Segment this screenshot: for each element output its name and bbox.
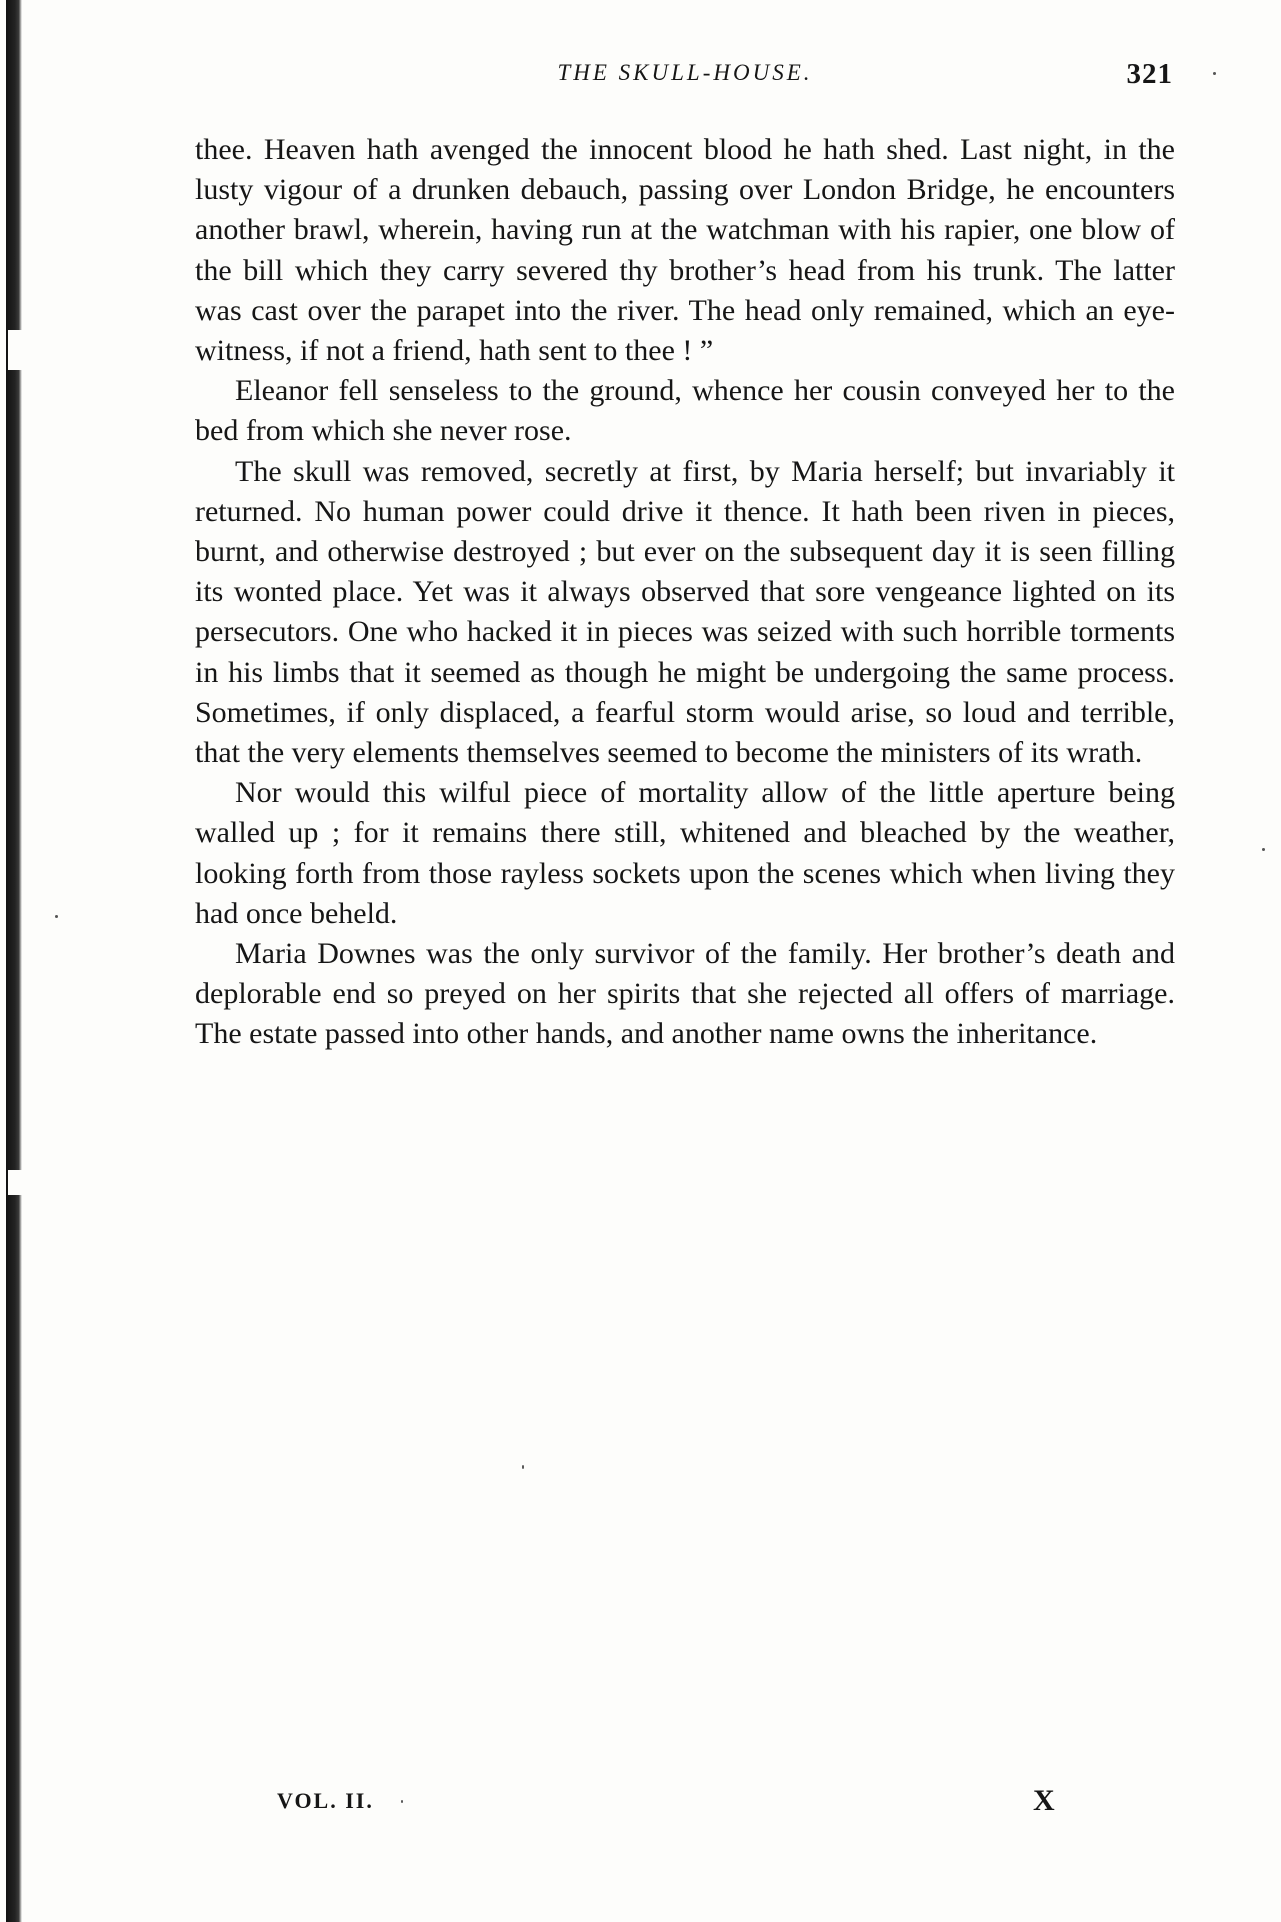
binding-gap [8,330,22,370]
scan-speck [1213,72,1216,75]
signature-volume: VOL. II. [277,1788,374,1813]
body-text [195,130,1175,1055]
running-title: THE SKULL-HOUSE. [557,60,813,85]
scan-speck [1262,848,1265,851]
paragraph-5: Maria Downes was the only survivor of the family. Her brother’s death and deplorable end so preyed on her spirits that she rejected all offers of marriage. The estate passed into other hands, and another name owns the inheritance. [195,937,1175,1051]
paragraph-3: The skull was removed, secretly at first, by Maria herself; but invariably it returned. No human power could drive it thence. It hath been riven in pieces, burnt, and otherwise destroyed ; but ever on the subsequent day it is seen filling its wonted place. Yet was it always observed that sore vengeance lighted on its persecutors. One who hacked it in pieces was seized with such horrible torments in his limbs that it seemed as though he might be undergoing the same process. Sometimes, if only displaced, a fearful storm would arise, so loud and terrible, that the very elements themselves seemed to become the ministers of its wrath. [195,454,1175,770]
scan-speck [55,915,58,918]
binding-edge [6,0,22,1922]
page-header [195,58,1175,98]
signature-mark: X [1033,1784,1055,1817]
page-number: 321 [1126,58,1173,90]
paragraph-1: thee. Heaven hath avenged the innocent blood he hath shed. Last night, in the lusty vigour of a drunken debauch, passing over London Bridge, he encounters another brawl, wherein, having run at the watchman with his rapier, one blow of the bill which they carry severed thy brother’s head from his trunk. The latter was cast over the parapet into the river. The head only remained, which an eye-witness, if not a friend, hath sent to thee ! ” [195,133,1175,368]
scan-speck [401,1800,403,1803]
page-footer [195,1784,1175,1828]
paragraph-2: Eleanor fell senseless to the ground, whence her cousin conveyed her to the bed from which she never rose. [195,374,1175,448]
scan-speck [522,1465,524,1469]
paragraph-4: Nor would this wilful piece of mortality allow of the little aperture being walled up ; for it remains there still, whitened and bleached by the weather, looking forth from those rayless sockets upon the scenes which when living they had once beheld. [195,776,1175,930]
binding-gap [8,1170,22,1195]
